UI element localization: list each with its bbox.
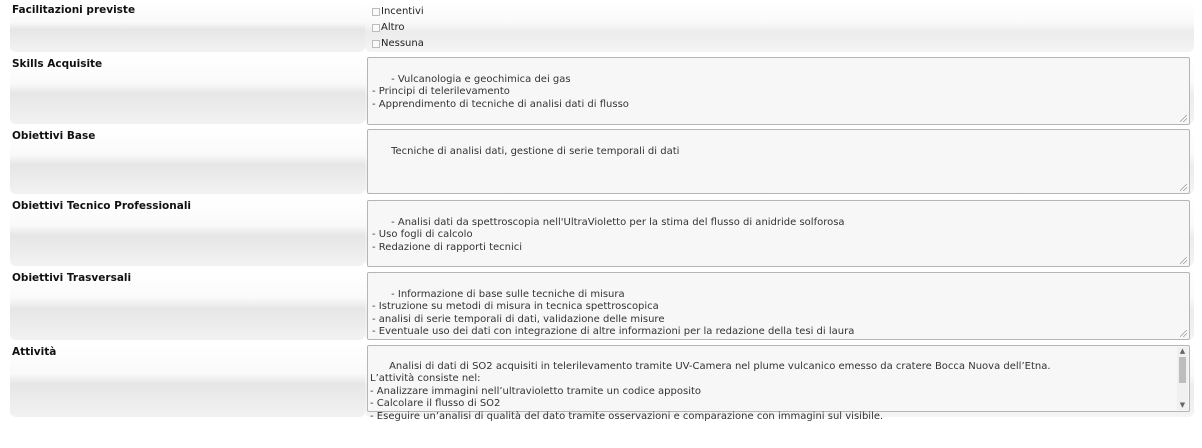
form-row-obiettivi-trasversali xyxy=(0,268,1200,342)
field-label-skills: Skills Acquisite xyxy=(12,58,103,70)
form-row-skills xyxy=(0,54,1200,126)
checkbox-label: Nessuna xyxy=(381,38,424,49)
label-cell xyxy=(10,128,365,194)
textarea-value: Analisi di dati di SO2 acquisiti in telerilevamento tramite UV-Camera nel plume vulcanico emesso da cratere Bocca Nuova dell’Etna. L’attività consiste nel: - Analizzare immagini nell’ultravioletto tramite un codice apposito - Calcolare il flusso di SO2 - Eseguire un’analisi di qualità del dato tramite osservazioni e comparazione con immagini sul visibile. xyxy=(370,360,1051,422)
checkbox[interactable] xyxy=(372,24,380,32)
field-label-facilitazioni: Facilitazioni previste xyxy=(12,4,136,16)
obiettivi-base-textarea[interactable] xyxy=(367,129,1190,194)
checkbox-label: Altro xyxy=(381,22,405,33)
label-cell xyxy=(10,198,365,266)
checkbox[interactable] xyxy=(372,8,380,16)
obiettivi-trasversali-textarea[interactable] xyxy=(367,272,1190,340)
value-cell xyxy=(365,2,1194,52)
form-row-obiettivi-tecnico xyxy=(0,196,1200,268)
vertical-scrollbar[interactable] xyxy=(1177,347,1188,410)
checkbox-option-incentivi[interactable] xyxy=(372,6,424,17)
field-label-attivita: Attività xyxy=(12,346,57,358)
resize-grip-icon[interactable] xyxy=(1180,330,1187,337)
checkbox-option-nessuna[interactable] xyxy=(372,38,424,49)
label-cell xyxy=(10,344,365,417)
checkbox-option-altro[interactable] xyxy=(372,22,405,33)
textarea-value: - Informazione di base sulle tecniche di misura - Istruzione su metodi di misura in tecnica spettroscopica - analisi di serie temporali di dati, validazione delle misure - Eventuale uso dei dati con integrazione di altre informazioni per la redazione della tesi di laura xyxy=(372,288,855,337)
textarea-value: - Analisi dati da spettroscopia nell'UltraVioletto per la stima del flusso di anidride solforosa - Uso fogli di calcolo - Redazione di rapporti tecnici xyxy=(372,216,845,253)
scroll-up-arrow-icon[interactable]: ▲ xyxy=(1179,347,1186,355)
field-label-obiettivi-tecnico: Obiettivi Tecnico Professionali xyxy=(12,200,192,212)
label-cell xyxy=(10,56,365,124)
textarea-value: - Vulcanologia e geochimica dei gas - Principi di telerilevamento - Apprendimento di tecniche di analisi dati di flusso xyxy=(372,73,629,110)
skills-textarea[interactable] xyxy=(367,57,1190,125)
field-label-obiettivi-base: Obiettivi Base xyxy=(12,130,96,142)
field-label-obiettivi-trasversali: Obiettivi Trasversali xyxy=(12,272,132,284)
scroll-thumb[interactable] xyxy=(1179,357,1186,383)
obiettivi-tecnico-textarea[interactable] xyxy=(367,200,1190,267)
resize-grip-icon[interactable] xyxy=(1180,184,1187,191)
form-row-facilitazioni xyxy=(0,0,1200,54)
label-cell xyxy=(10,2,365,52)
textarea-value: Tecniche di analisi dati, gestione di serie temporali di dati xyxy=(391,145,680,157)
label-cell xyxy=(10,270,365,340)
scroll-down-arrow-icon[interactable]: ▼ xyxy=(1179,401,1186,409)
attivita-textarea[interactable] xyxy=(367,345,1190,422)
checkbox-label: Incentivi xyxy=(381,6,424,17)
resize-grip-icon[interactable] xyxy=(1180,257,1187,264)
form-row-attivita xyxy=(0,342,1200,422)
resize-grip-icon[interactable] xyxy=(1180,115,1187,122)
checkbox[interactable] xyxy=(372,40,380,48)
form-row-obiettivi-base xyxy=(0,126,1200,196)
